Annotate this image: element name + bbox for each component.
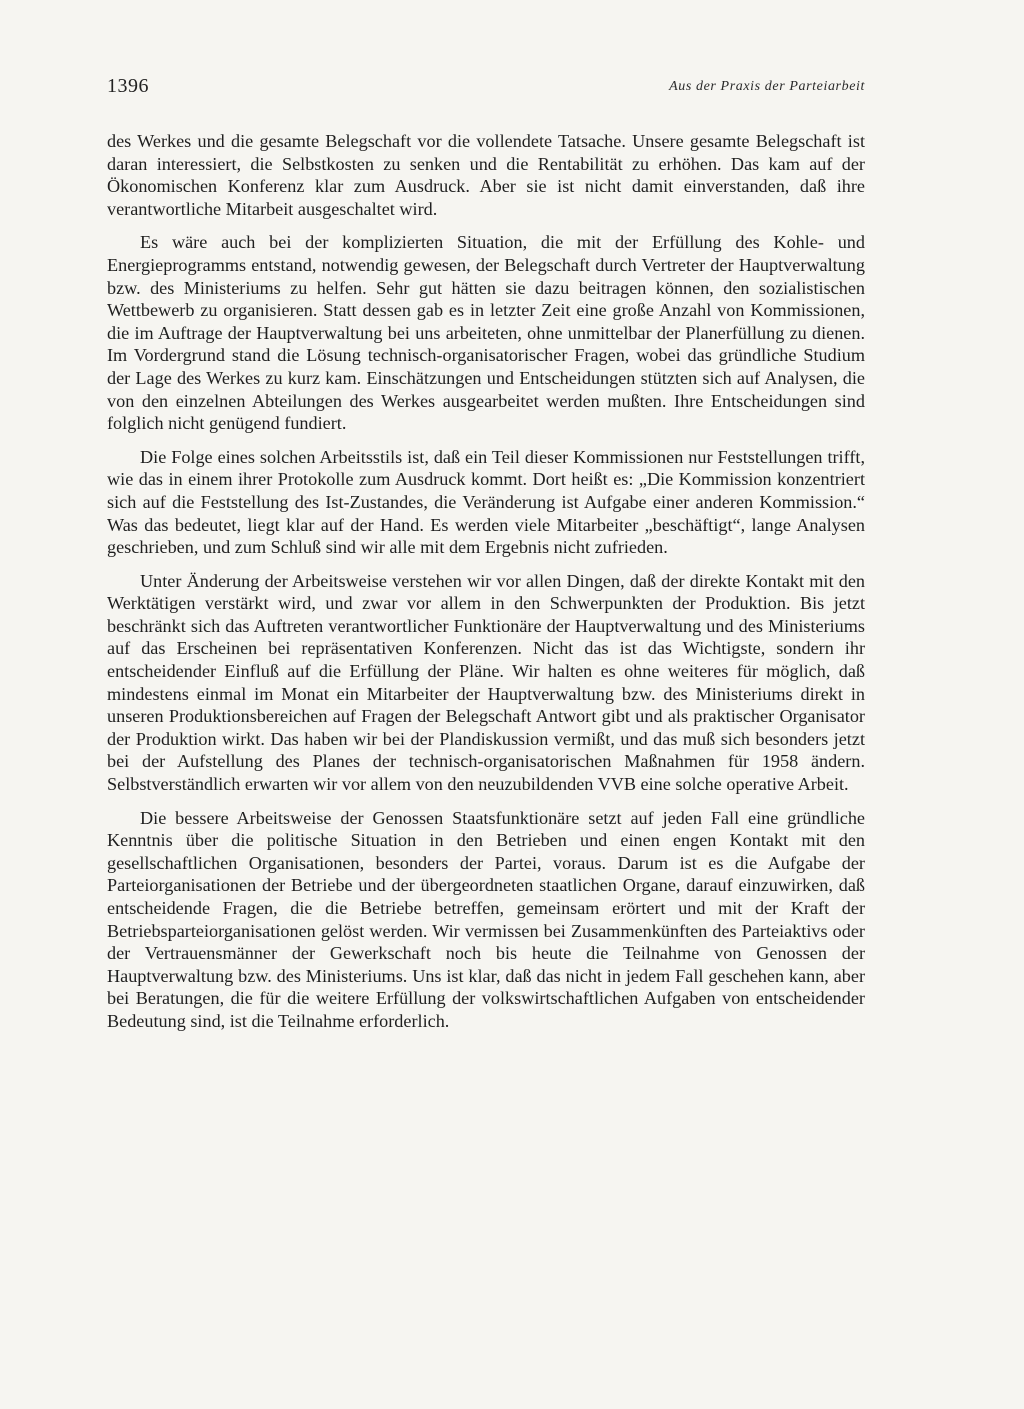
paragraph-2: Es wäre auch bei der komplizierten Situation, die mit der Erfüllung des Kohle- und Energieprogramms entstand, notwendig gewesen, der Belegschaft durch Vertreter der Hauptverwaltung bzw. des Ministeriums zu helfen. Sehr gut hätten sie dazu beitragen können, den sozialistischen Wettbewerb zu organisieren. Statt dessen gab es in letzter Zeit eine große Anzahl von Kommissionen, die im Auftrage der Hauptverwaltung bei uns arbeiteten, ohne unmittelbar der Planerfüllung zu dienen. Im Vordergrund stand die Lösung technisch-organisatorischer Fragen, wobei das gründliche Studium der Lage des Werkes zu kurz kam. Einschätzungen und Entscheidungen stützten sich auf Analysen, die von den einzelnen Abteilungen des Werkes ausgearbeitet werden mußten. Ihre Entscheidungen sind folglich nicht genügend fundiert. <box>107 232 865 434</box>
paragraph-1: des Werkes und die gesamte Belegschaft vor die vollendete Tatsache. Unsere gesamte Belegschaft ist daran interessiert, die Selbstkosten zu senken und die Rentabilität zu erhöhen. Das kam auf der Ökonomischen Konferenz klar zum Ausdruck. Aber sie ist nicht damit einverstanden, daß ihre verantwortliche Mitarbeit ausgeschaltet wird. <box>107 131 865 219</box>
paragraph-4: Unter Änderung der Arbeitsweise verstehen wir vor allen Dingen, daß der direkte Kontakt mit den Werktätigen verstärkt wird, und zwar vor allem in den Schwerpunkten der Produktion. Bis jetzt beschränkt sich das Auftreten verantwortlicher Funktionäre der Hauptverwaltung und des Ministeriums auf das Erscheinen bei repräsentativen Konferenzen. Nicht das ist das Wichtigste, sondern ihr entscheidender Einfluß auf die Erfüllung der Pläne. Wir halten es ohne weiteres für möglich, daß mindestens einmal im Monat ein Mitarbeiter der Hauptverwaltung bzw. des Ministeriums direkt in unseren Produktionsbereichen auf Fragen der Belegschaft Antwort gibt und als praktischer Organisator der Produktion wirkt. Das haben wir bei der Plandiskussion vermißt, und das muß sich besonders jetzt bei der Aufstellung des Planes der technisch-organisatorischen Maßnahmen für 1958 ändern. Selbstverständlich erwarten wir vor allem von den neuzubildenden VVB eine solche operative Arbeit. <box>107 570 865 795</box>
paragraph-5: Die bessere Arbeitsweise der Genossen Staatsfunktionäre setzt auf jeden Fall eine gründliche Kenntnis über die politische Situation in den Betrieben und einen engen Kontakt mit den gesellschaftlichen Organisationen, besonders der Partei, voraus. Darum ist es die Aufgabe der Parteiorganisationen der Betriebe und der übergeordneten staatlichen Organe, darauf einzuwirken, daß entscheidende Fragen, die die Betriebe betreffen, gemeinsam erörtert und mit der Kraft der Betriebsparteiorganisationen gelöst werden. Wir vermissen bei Zusammenkünften des Parteiaktivs oder der Vertrauensmänner der Gewerkschaft noch bis heute die Teilnahme von Genossen der Hauptverwaltung bzw. des Ministeriums. Uns ist klar, daß das nicht in jedem Fall geschehen kann, aber bei Beratungen, die für die weitere Erfüllung der volkswirtschaftlichen Aufgaben von entscheidender Bedeutung sind, ist die Teilnahme erforderlich. <box>107 807 865 1031</box>
body-text <box>107 130 865 1044</box>
page-header <box>107 75 865 105</box>
running-head: Aus der Praxis der Parteiarbeit <box>669 79 865 94</box>
paragraph-3: Die Folge eines solchen Arbeitsstils ist, daß ein Teil dieser Kommissionen nur Feststellungen trifft, wie das in einem ihrer Protokolle zum Ausdruck kommt. Dort heißt es: „Die Kommission konzentriert sich auf die Feststellung des Ist-Zustandes, die Veränderung ist Aufgabe einer anderen Kommission.“ Was das bedeutet, liegt klar auf der Hand. Es werden viele Mitarbeiter „beschäftigt“, lange Analysen geschrieben, und zum Schluß sind wir alle mit dem Ergebnis nicht zufrieden. <box>107 446 865 558</box>
page-number: 1396 <box>107 75 149 97</box>
